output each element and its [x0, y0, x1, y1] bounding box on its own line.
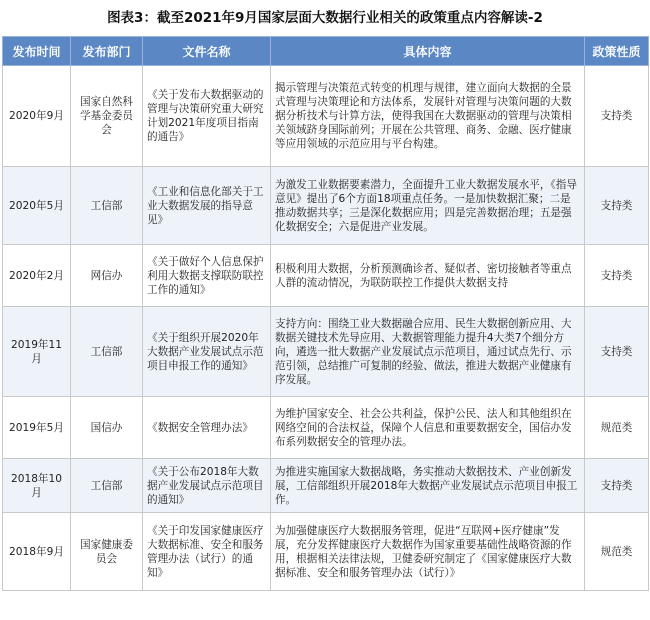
policy-table	[2, 36, 649, 591]
table-row	[3, 397, 649, 459]
cell-date: 2020年2月	[3, 245, 71, 307]
cell-dept: 网信办	[71, 245, 143, 307]
cell-dept: 工信部	[71, 307, 143, 397]
cell-content: 支持方向：围绕工业大数据融合应用、民生大数据创新应用、大数据关键技术先导应用、大数据管理能力提升4大类7个细分方向，遴选一批大数据产业发展试点示范项目，通过试点先行、示范引领，总结推广可复制的经验、做法，推进大数据产业健康有序发展。	[271, 307, 585, 397]
table-row	[3, 245, 649, 307]
cell-type: 支持类	[585, 459, 649, 513]
cell-type: 支持类	[585, 245, 649, 307]
cell-dept: 工信部	[71, 167, 143, 245]
cell-doc: 《关于公布2018年大数据产业发展试点示范项目的通知》	[143, 459, 271, 513]
cell-content: 为推进实施国家大数据战略，务实推动大数据技术、产业创新发展，工信部组织开展2018年大数据产业发展试点示范项目申报工作。	[271, 459, 585, 513]
cell-date: 2018年9月	[3, 513, 71, 591]
cell-type: 支持类	[585, 167, 649, 245]
cell-doc: 《关于印发国家健康医疗大数据标准、安全和服务管理办法（试行）的通知》	[143, 513, 271, 591]
cell-dept: 国家健康委员会	[71, 513, 143, 591]
cell-dept: 国家自然科学基金委员会	[71, 66, 143, 167]
cell-dept: 国信办	[71, 397, 143, 459]
header-type: 政策性质	[585, 37, 649, 66]
cell-type: 支持类	[585, 307, 649, 397]
cell-date: 2019年11月	[3, 307, 71, 397]
table-row	[3, 459, 649, 513]
cell-doc: 《关于组织开展2020年大数据产业发展试点示范项目申报工作的通知》	[143, 307, 271, 397]
cell-content: 积极利用大数据，分析预测确诊者、疑似者、密切接触者等重点人群的流动情况，为联防联控工作提供大数据支持	[271, 245, 585, 307]
cell-content: 揭示管理与决策范式转变的机理与规律，建立面向大数据的全景式管理与决策理论和方法体系，发展针对管理与决策问题的大数据分析技术与计算方法，使得我国在大数据驱动的管理与决策相关领域跻身国际前列；开展在公共管理、商务、金融、医疗健康等应用领域的示范应用与平台构建。	[271, 66, 585, 167]
table-row	[3, 513, 649, 591]
cell-type: 支持类	[585, 66, 649, 167]
cell-content: 为激发工业数据要素潜力，全面提升工业大数据发展水平，《指导意见》提出了6个方面18项重点任务。一是加快数据汇聚；二是推动数据共享；三是深化数据应用；四是完善数据治理；五是强化数据安全；六是促进产业发展。	[271, 167, 585, 245]
table-row	[3, 167, 649, 245]
cell-dept: 工信部	[71, 459, 143, 513]
header-content: 具体内容	[271, 37, 585, 66]
cell-content: 为加强健康医疗大数据服务管理，促进“互联网+医疗健康”发展，充分发挥健康医疗大数据作为国家重要基础性战略资源的作用，根据相关法律法规，卫健委研究制定了《国家健康医疗大数据标准、安全和服务管理办法（试行）》	[271, 513, 585, 591]
cell-doc: 《关于做好个人信息保护利用大数据支撑联防联控工作的通知》	[143, 245, 271, 307]
cell-doc: 《工业和信息化部关于工业大数据发展的指导意见》	[143, 167, 271, 245]
cell-date: 2018年10月	[3, 459, 71, 513]
header-dept: 发布部门	[71, 37, 143, 66]
cell-date: 2020年5月	[3, 167, 71, 245]
cell-doc: 《数据安全管理办法》	[143, 397, 271, 459]
header-date: 发布时间	[3, 37, 71, 66]
cell-date: 2020年9月	[3, 66, 71, 167]
cell-doc: 《关于发布大数据驱动的管理与决策研究重大研究计划2021年度项目指南的通告》	[143, 66, 271, 167]
cell-type: 规范类	[585, 513, 649, 591]
cell-type: 规范类	[585, 397, 649, 459]
cell-date: 2019年5月	[3, 397, 71, 459]
cell-content: 为维护国家安全、社会公共利益，保护公民、法人和其他组织在网络空间的合法权益，保障个人信息和重要数据安全，国信办发布系列数据安全的管理办法。	[271, 397, 585, 459]
table-row	[3, 307, 649, 397]
figure-title: 图表3：截至2021年9月国家层面大数据行业相关的政策重点内容解读-2	[107, 10, 543, 26]
header-doc: 文件名称	[143, 37, 271, 66]
table-row	[3, 66, 649, 167]
table-header-row	[3, 37, 649, 66]
